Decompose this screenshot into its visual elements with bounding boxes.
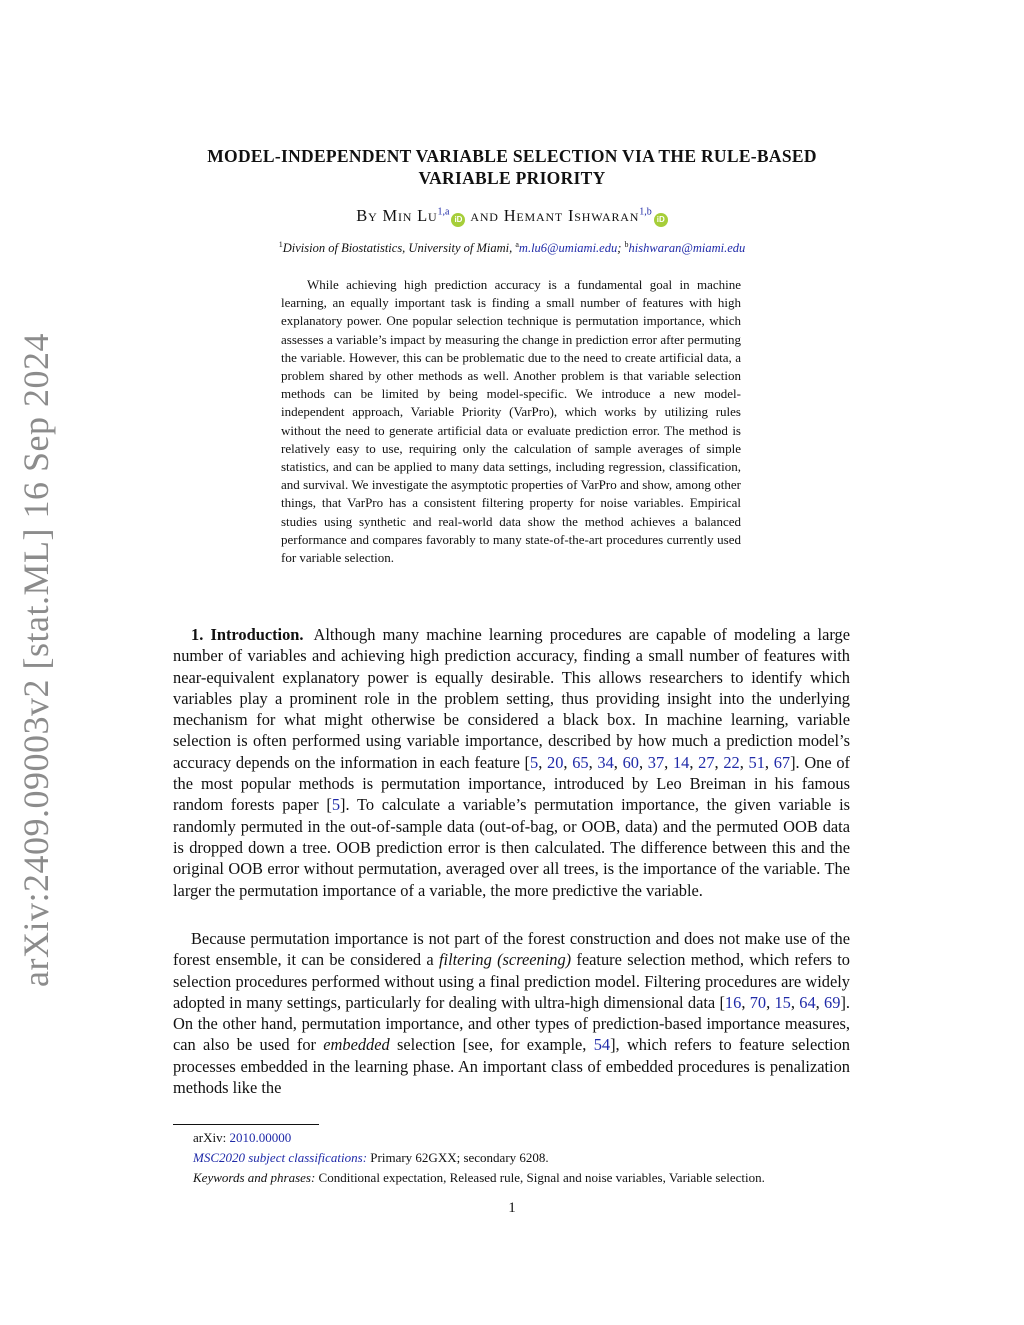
and-label: and xyxy=(465,206,504,225)
citation-link[interactable]: 51 xyxy=(748,752,765,772)
author-2-affil-mark: 1,b xyxy=(639,206,652,218)
abstract: While achieving high prediction accuracy is a fundamental goal in machine learning, an equally important task is finding a small number of features with high explanatory power. One popular selection technique is permutation importance, which assesses a variable’s impact by measuring the change in prediction error after permuting the variable. However, this can be problematic due to the need to create artificial data, a problem shared by other methods as well. Another problem is that variable selection methods can be limited by being model-specific. We introduce a new model-independent approach, Variable Priority (VarPro), which works by utilizing rules without the need to generate artificial data or evaluate prediction error. The method is relatively easy to use, requiring only the calculation of sample averages of simple statistics, and can be applied to many data settings, including regression, classification, and survival. We investigate the asymptotic properties of VarPro and show, among other things, that VarPro has a consistent filtering property for noise variables. Empirical studies using synthetic and real-world data show the method achieves a balanced performance and compares favorably to many state-of-the-art procedures currently used for variable selection. xyxy=(281,277,741,566)
citation-link[interactable]: 5 xyxy=(530,752,539,772)
p2-text-d: selection [see, for example, xyxy=(389,1035,594,1055)
intro-paragraph-2 xyxy=(173,928,850,1098)
citation-separator: , xyxy=(664,752,673,772)
citation-separator: , xyxy=(563,752,573,772)
section-title: Introduction. xyxy=(210,625,304,644)
citation-separator: , xyxy=(714,752,724,772)
author-2-name: Hemant Ishwaran xyxy=(503,206,640,225)
msc-label-link[interactable]: MSC2020 subject classifications: xyxy=(193,1150,368,1165)
citation-separator: , xyxy=(588,752,598,772)
citation-separator: , xyxy=(638,752,648,772)
citation-link[interactable]: 20 xyxy=(547,752,564,772)
citation-link[interactable]: 60 xyxy=(622,752,639,772)
orcid-icon[interactable]: iD xyxy=(451,213,465,227)
citation-separator: , xyxy=(764,752,774,772)
citation-link[interactable]: 69 xyxy=(824,992,841,1012)
intro-text-a: Although many machine learning procedures are capable of modeling a large number of variables and achieving high prediction accuracy, finding a small number of features with near-equivalent explanatory power is equally desirable. This allows researchers to identify which variables play a prominent role in the problem setting, thus providing insight into the underlying mechanism for what might otherwise be considered a black box. In machine learning, variable selection is often performed using variable importance, described by how much a prediction model’s accuracy depends on the information in each feature [ xyxy=(173,625,850,772)
affil-separator: ; xyxy=(617,241,625,256)
p2-text-b: feature selection method, which refers to selection procedures performed without using a final prediction model. Filtering procedures are widely adopted in many settings, particularly for dealing with ultra-high dimensional data [ xyxy=(173,950,850,1012)
p2-text-c: ]. On the other hand, permutation importance, and other types of prediction-based importance measures, can also be used for xyxy=(173,992,850,1055)
keywords-label: Keywords and phrases: xyxy=(193,1170,316,1185)
citation-list-1 xyxy=(530,753,790,772)
by-label: By xyxy=(356,206,383,225)
arxiv-label: arXiv: xyxy=(193,1130,230,1145)
footnote-msc xyxy=(173,1148,873,1168)
footnote-arxiv xyxy=(173,1128,873,1148)
intro-text-c: ]. To calculate a variable’s permutation importance, the given variable is randomly permuted in the out-of-sample data (out-of-bag, or OOB, data) and the permuted OOB data is dropped down a tree. OOB prediction error is then calculated. The difference between this and the original OOB error without permutation, averaged over all trees, is the importance of the variable. The larger the permutation importance of a variable, the more predictive the variable. xyxy=(173,795,850,900)
citation-list-3 xyxy=(725,993,841,1012)
title-line-1: MODEL-INDEPENDENT VARIABLE SELECTION VIA THE RULE-BASED xyxy=(207,146,817,166)
arxiv-side-stamp: arXiv:2409.09003v2 [stat.ML] 16 Sep 2024 xyxy=(16,333,56,987)
affiliation-line xyxy=(150,240,874,256)
citation-separator: , xyxy=(689,752,699,772)
orcid-icon[interactable]: iD xyxy=(654,213,668,227)
email-link-b[interactable]: hishwaran@miami.edu xyxy=(628,241,746,256)
author-line xyxy=(150,206,874,227)
citation-separator: , xyxy=(538,752,547,772)
title-line-2: VARIABLE PRIORITY xyxy=(418,168,606,188)
section-number: 1. xyxy=(191,625,204,644)
citation-link[interactable]: 54 xyxy=(593,1035,611,1055)
intro-text-b: ]. One of the most popular methods is permutation importance, introduced by Leo Breiman in his famous random forests paper [ xyxy=(173,752,850,815)
p2-emphasis-filtering: filtering (screening) xyxy=(438,950,572,970)
msc-text: Primary 62GXX; secondary 6208. xyxy=(367,1150,549,1165)
citation-link[interactable]: 67 xyxy=(773,752,791,772)
citation-link[interactable]: 16 xyxy=(724,992,742,1012)
citation-separator: , xyxy=(766,992,775,1012)
footnote-keywords xyxy=(173,1168,873,1188)
citation-link[interactable]: 37 xyxy=(647,752,665,772)
affil-mark-1: 1 xyxy=(278,240,283,249)
author-1-affil-mark: 1,a xyxy=(437,206,450,218)
paper-title xyxy=(150,145,874,189)
footnotes xyxy=(173,1128,873,1188)
citation-link[interactable]: 34 xyxy=(597,752,614,772)
citation-link[interactable]: 27 xyxy=(698,752,715,772)
citation-link[interactable]: 65 xyxy=(572,752,589,772)
p2-emphasis-embedded: embedded xyxy=(323,1035,390,1055)
citation-link[interactable]: 22 xyxy=(723,752,740,772)
email-link-a[interactable]: m.lu6@umiami.edu xyxy=(518,241,618,256)
citation-separator: , xyxy=(739,752,749,772)
page-number: 1 xyxy=(508,1200,516,1216)
affil-mark-a: a xyxy=(515,240,519,249)
citation-link[interactable]: 70 xyxy=(749,992,767,1012)
affiliation-text: Division of Biostatistics, University of Miami, xyxy=(282,241,516,256)
arxiv-id-link[interactable]: 2010.00000 xyxy=(229,1130,292,1145)
citation-link[interactable]: 5 xyxy=(331,795,341,815)
intro-paragraph-1 xyxy=(173,624,850,901)
footnote-rule xyxy=(173,1124,319,1125)
citation-link[interactable]: 64 xyxy=(799,992,816,1012)
p2-text-e: ], which refers to feature selection processes embedded in the learning phase. An important class of embedded procedures is penalization methods like the xyxy=(173,1035,850,1098)
citation-link[interactable]: 14 xyxy=(672,752,690,772)
affil-mark-b: b xyxy=(624,240,629,249)
citation-separator: , xyxy=(613,752,623,772)
citation-link[interactable]: 15 xyxy=(774,992,791,1012)
p2-text-a: Because permutation importance is not part of the forest construction and does not make use of the forest ensemble, it can be considered a xyxy=(173,929,850,970)
citation-separator: , xyxy=(815,992,825,1012)
citation-separator: , xyxy=(790,992,800,1012)
citation-separator: , xyxy=(741,992,750,1012)
keywords-text: Conditional expectation, Released rule, Signal and noise variables, Variable selection. xyxy=(315,1170,765,1185)
author-1-name: Min Lu xyxy=(382,206,438,225)
